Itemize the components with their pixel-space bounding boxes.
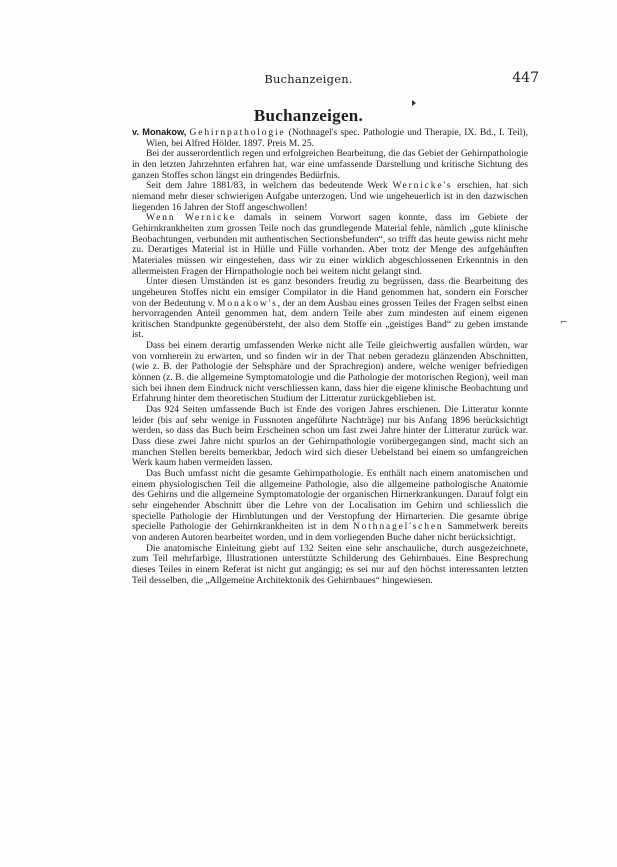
paragraph-3-text: damals in seinem Vorwort sagen konnte, dass im Gebiete der Gehirnkrankheiten zum grossen Teile noch das grundlegende Material fehle, nämlich „gute klinische Beobachtungen, verbunden mit authentischen Sectionsbefunden“, so trifft das heute gewiss nicht mehr zu. Derartiges Material ist in Hülle und Fülle vorhanden. Aber trotz der Menge des aufgehäuften Materiales müssen wir eingestehen, dass wir zu einer wirklich abgeschlossenen Erkenntnis in den allermeisten Fragen der Hirnpathologie noch bei weitem nicht gelangt sind. xyxy=(132,212,528,277)
book-title: Gehirnpathologie xyxy=(189,127,286,138)
page-number: 447 xyxy=(512,70,539,86)
paragraph-2-text-a: Seit dem Jahre 1881/83, in welchem das bedeutende Werk xyxy=(146,180,393,192)
paragraph-3-name: Wenn Wernicke xyxy=(146,212,236,224)
paragraph-5: Dass bei einem derartig umfassenden Werke nicht alle Teile gleichwertig ausfallen würden, war von vornherein zu erwarten, und so finden wir in der That neben geradezu glänzenden Abschnitten, (wie z. B. der Pathologie der Sehsphäre und der Sprachregion) andere, welche weniger befriedigen können (z. B. die allgemeine Symptomatologie und die Pathologie der motorischen Region), weil man sich bei ihnen dem Eindruck nicht verschliessen kann, dass hier die eigene klinische Beobachtung und Erfahrung hinter dem theoretischen Studium der Litteratur zurückgeblieben ist. xyxy=(132,340,528,405)
book-entry xyxy=(132,127,528,149)
paragraph-4-name: Monakow's xyxy=(217,297,278,309)
paragraph-4-text-a: Unter diesen Umständen ist es ganz besonders freudig zu begrüssen, dass die Bearbeitung des ungeheuren Stoffes nicht ein emsiger Compilator in die Hand genommen hat, sondern ein Forscher von der Bedeutung v. xyxy=(132,276,528,309)
paragraph-7-name: Nothnagel'schen xyxy=(352,521,444,533)
paragraph-6: Das 924 Seiten umfassende Buch ist Ende des vorigen Jahres erschienen. Die Litteratur konnte leider (bis auf sehr wenige in Fussnoten angeführte Nachträge) nur bis Anfang 1896 berücksichtigt werden, so dass das Buch beim Erscheinen schon um fast zwei Jahre hinter der Litteratur zurück war. Dass diese zwei Jahre nicht spurlos an der Gehirnpathologie vorübergegangen sind, macht sich an manchen Stellen bereits bemerkbar, Jedoch wird sich dieser Uebelstand bei einem so umfangreichen Werk kaum haben vermeiden lassen. xyxy=(132,404,528,469)
paragraph-1: Bei der ausserordentlich regen und erfolgreichen Bearbeitung, die das Gebiet der Gehirnpathologie in den letzten Jahrzehnten erfahren hat, war eine umfassende Darstellung und kritische Sichtung des ganzen Stoffes schon längst ein dringendes Bedürfnis. xyxy=(132,148,528,181)
margin-mark-icon: ⌐ xyxy=(560,318,568,328)
paragraph-2 xyxy=(132,181,528,213)
page-header xyxy=(0,70,617,90)
section-title: Buchanzeigen. xyxy=(253,106,364,125)
paragraph-7 xyxy=(132,469,528,544)
paragraph-8: Die anatomische Einleitung giebt auf 132 Seiten eine sehr anschauliche, durch ausgezeichnete, zum Teil mehrfarbige, Illustrationen unterstützte Schilderung des Gehirnbaues. Eine Besprechung dieses Teiles in einem Referat ist nicht gut angängig; es sei nur auf den höchst interessanten letzten Teil desselben, die „Allgemeine Architektonik des Gehirnbaues“ hingewiesen. xyxy=(132,542,528,586)
running-title: Buchanzeigen. xyxy=(264,72,353,86)
paragraph-7-text-b: Sammelwerk bereits von anderen Autoren bearbeitet worden, und in dem vorliegenden Buche daher nicht berücksichtigt. xyxy=(132,521,528,543)
paragraph-4 xyxy=(132,277,528,341)
book-citation: (Nothnagel's spec. Pathologie und Therapie, IX. Bd., I. Teil), Wien, bei Alfred Hölder. 1897. Preis M. 25. xyxy=(146,127,528,149)
book-author: v. Monakow, xyxy=(132,127,187,137)
paragraph-4-text-b: , der an dem Ausbau eines grossen Teiles der Fragen selbst einen hervorragenden Anteil genommen hat, dem andern Teile aber zum mindesten auf einem eigenen kritischen Standpunkte gegenübersteht, der also dem Stoffe ein „geistiges Band“ zu geben imstande ist. xyxy=(132,297,528,341)
paragraph-2-text-b: erschien, hat sich niemand mehr dieser schwierigen Aufgabe unterzogen. Und wie ungeheuerlich ist in den dazwischen liegenden 16 Jahren der Stoff angeschwollen! xyxy=(132,180,528,213)
paragraph-3 xyxy=(132,213,528,277)
paragraph-7-text-a: Das Buch umfasst nicht die gesamte Gehirnpathologie. Es enthält nach einem anatomischen und einem physiologischen Teil die allgemeine Pathologie, also die allgemeine pathologische Anatomie des Gehirns und die allgemeine Symptomatologie der organischen Hirnerkrankungen. Darauf folgt ein sehr eingehender Abschnitt über die Lehre von der Localisation im Gehirn und schliesslich die specielle Pathologie der Hirnblutungen und der Verstopfung der Hirnarterien. Die gesamte übrige specielle Pathologie der Gehirnkrankheiten ist in dem xyxy=(132,468,528,533)
review-body xyxy=(132,127,528,586)
paragraph-2-name: Wernicke's xyxy=(392,180,453,192)
